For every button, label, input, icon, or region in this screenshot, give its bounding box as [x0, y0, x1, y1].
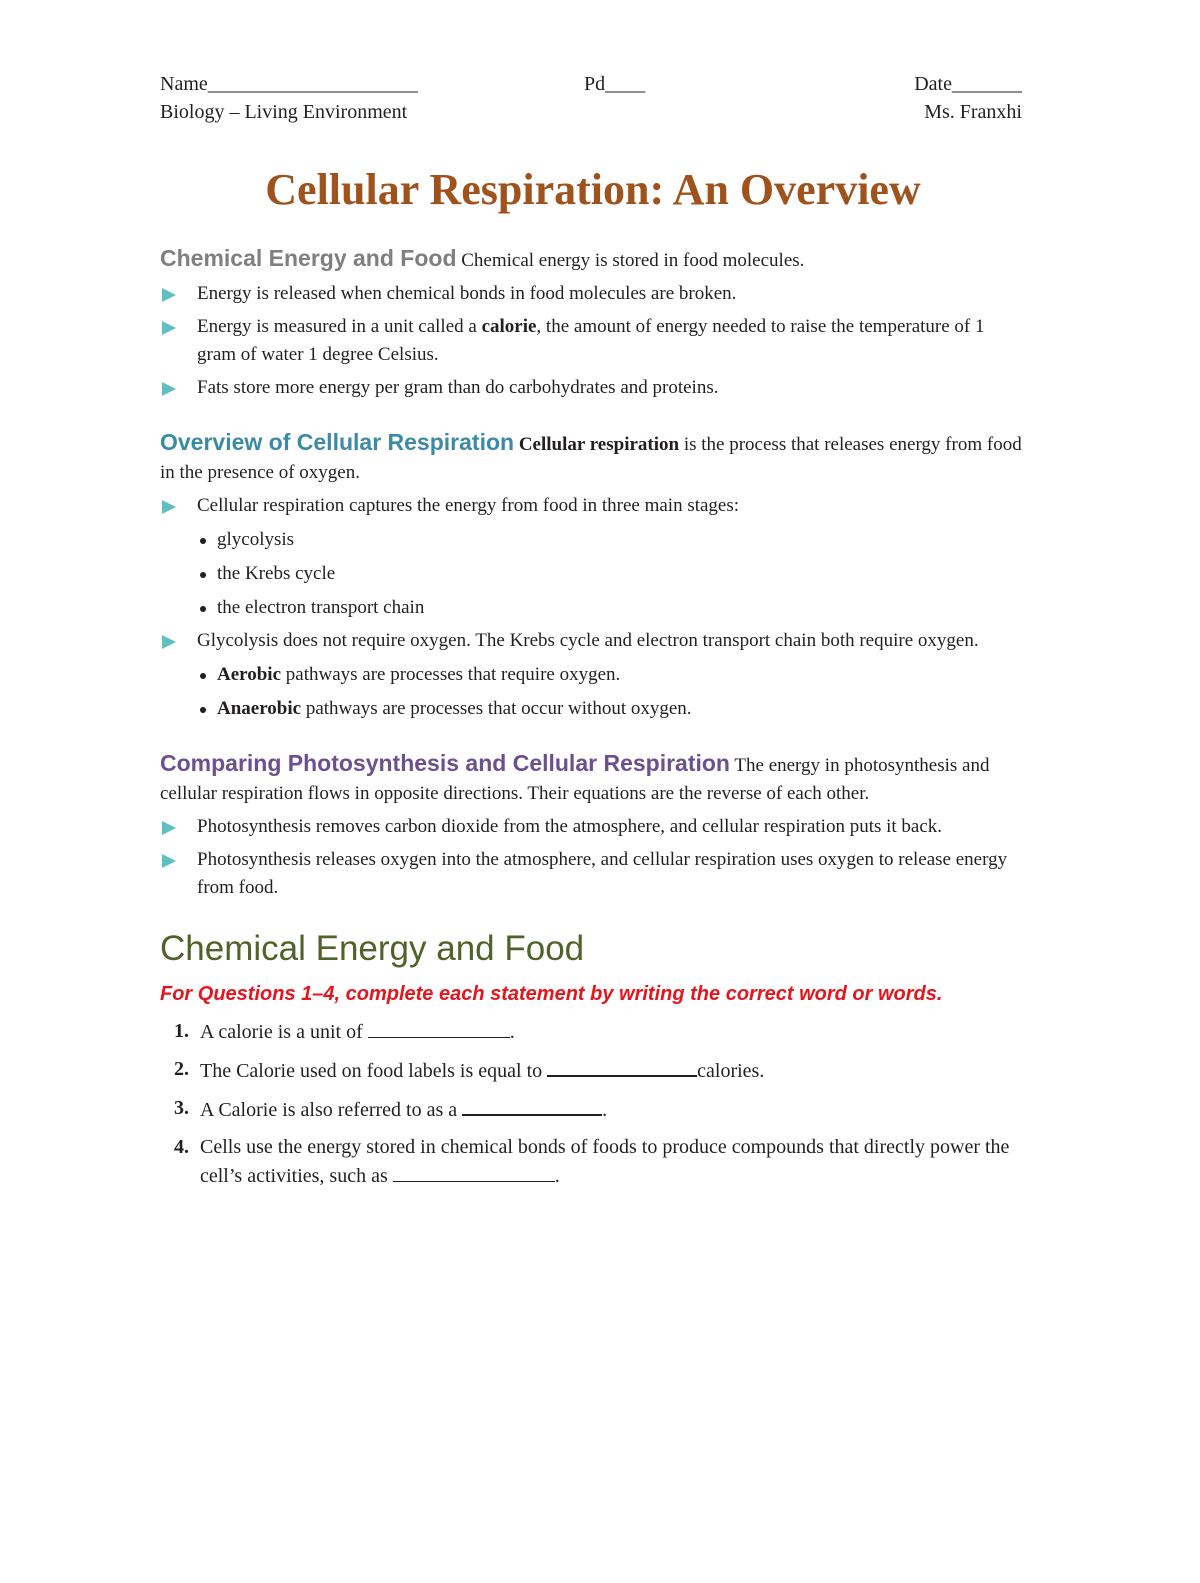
- sub-list-item: [160, 594, 1026, 622]
- sub-list-item: [160, 526, 1026, 554]
- answer-blank[interactable]: [368, 1017, 510, 1038]
- list-item-text: Cellular respiration captures the energy from food in three main stages:: [197, 495, 740, 516]
- sub-list-item: [160, 560, 1026, 588]
- questions-instructions: For Questions 1–4, complete each statement by writing the correct word or words.: [160, 983, 943, 1005]
- question-text-end: calories.: [697, 1060, 765, 1082]
- sub-list-item-text: the Krebs cycle: [217, 563, 336, 584]
- list-item: [160, 374, 1026, 402]
- question-1: [160, 1017, 1026, 1046]
- list-item-text: Glycolysis does not require oxygen. The Krebs cycle and electron transport chain both require oxygen.: [197, 630, 979, 651]
- term-calorie: calorie: [481, 316, 537, 337]
- term-cellular-respiration: Cellular respiration: [518, 434, 680, 455]
- list-item-text: Fats store more energy per gram than do carbohydrates and proteins.: [197, 377, 719, 398]
- section-heading: Chemical Energy and Food: [160, 245, 457, 271]
- name-label: Name_____________________: [160, 73, 418, 95]
- sub-list-item-text: glycolysis: [217, 529, 295, 550]
- sub-list-item-text: pathways are processes that require oxygen.: [285, 664, 621, 685]
- question-text: A Calorie is also referred to as a: [200, 1099, 458, 1121]
- sub-list-item: [160, 695, 1026, 723]
- sub-list-item-text: the electron transport chain: [217, 597, 425, 618]
- question-text-end: .: [509, 1021, 515, 1043]
- period-label: Pd____: [584, 73, 646, 95]
- section-intro: [160, 428, 1026, 487]
- page-title: Cellular Respiration: An Overview: [265, 165, 921, 214]
- triangle-bullet-icon: [162, 321, 176, 335]
- worksheet-page: [160, 70, 1026, 1190]
- list-item-text: Photosynthesis releases oxygen into the atmosphere, and cellular respiration uses oxygen to release energy from food.: [197, 849, 1008, 898]
- section-intro-text: The energy in photosynthesis and cellular respiration flows in opposite directions. Their equations are the reverse of each other.: [160, 755, 990, 804]
- section-intro: [160, 244, 1026, 275]
- question-text-end: .: [554, 1165, 560, 1187]
- section-heading: Comparing Photosynthesis and Cellular Respiration: [160, 750, 730, 776]
- section-intro-text: is the process that releases energy from food in the presence of oxygen.: [160, 434, 1022, 483]
- triangle-bullet-icon: [162, 821, 176, 835]
- list-item-text: Photosynthesis removes carbon dioxide from the atmosphere, and cellular respiration puts it back.: [197, 816, 943, 837]
- question-text: The Calorie used on food labels is equal to: [200, 1060, 543, 1082]
- question-number: 2.: [174, 1058, 189, 1080]
- term-anaerobic: Anaerobic: [217, 698, 302, 719]
- dot-bullet-icon: [200, 707, 206, 713]
- sub-list-item-text: pathways are processes that occur without oxygen.: [305, 698, 692, 719]
- section-overview: [160, 428, 1026, 723]
- question-text: Cells use the energy stored in chemical bonds of foods to produce compounds that directly power the cell’s activities, such as: [200, 1136, 1010, 1187]
- triangle-bullet-icon: [162, 635, 176, 649]
- dot-bullet-icon: [200, 606, 206, 612]
- header-row-1: [160, 70, 1026, 98]
- question-number: 4.: [174, 1136, 189, 1158]
- course-label: Biology – Living Environment: [160, 101, 408, 123]
- section-comparing: [160, 749, 1026, 902]
- list-item-text: , the amount of energy needed to raise the temperature of 1 gram of water 1 degree Celsius.: [197, 316, 985, 365]
- question-3: [160, 1094, 1026, 1124]
- question-number: 3.: [174, 1097, 189, 1119]
- header-row-2: [160, 98, 1026, 126]
- question-text: A calorie is a unit of: [200, 1021, 363, 1043]
- answer-blank[interactable]: [393, 1161, 555, 1182]
- question-2: [160, 1055, 1026, 1085]
- question-4: [160, 1133, 1026, 1190]
- dot-bullet-icon: [200, 538, 206, 544]
- answer-blank[interactable]: [462, 1094, 602, 1116]
- triangle-bullet-icon: [162, 500, 176, 514]
- dot-bullet-icon: [200, 572, 206, 578]
- question-number: 1.: [174, 1020, 189, 1042]
- list-item-text: Energy is measured in a unit called a: [197, 316, 477, 337]
- questions-heading: Chemical Energy and Food: [160, 929, 585, 968]
- list-item: [160, 627, 1026, 655]
- section-intro: [160, 749, 1026, 808]
- triangle-bullet-icon: [162, 288, 176, 302]
- triangle-bullet-icon: [162, 854, 176, 868]
- sub-list-item: [160, 661, 1026, 689]
- list-item-text: Energy is released when chemical bonds in food molecules are broken.: [197, 283, 737, 304]
- list-item: [160, 313, 1026, 369]
- dot-bullet-icon: [200, 673, 206, 679]
- date-label: Date_______: [914, 73, 1022, 95]
- section-intro-text: Chemical energy is stored in food molecules.: [461, 250, 805, 271]
- answer-blank[interactable]: [547, 1055, 697, 1077]
- list-item: [160, 846, 1026, 902]
- list-item: [160, 492, 1026, 520]
- section-heading: Overview of Cellular Respiration: [160, 429, 515, 455]
- question-text-end: .: [602, 1099, 608, 1121]
- teacher-label: Ms. Franxhi: [924, 101, 1022, 123]
- list-item: [160, 280, 1026, 308]
- triangle-bullet-icon: [162, 382, 176, 396]
- section-chemical-energy: [160, 244, 1026, 402]
- list-item: [160, 813, 1026, 841]
- term-aerobic: Aerobic: [217, 664, 282, 685]
